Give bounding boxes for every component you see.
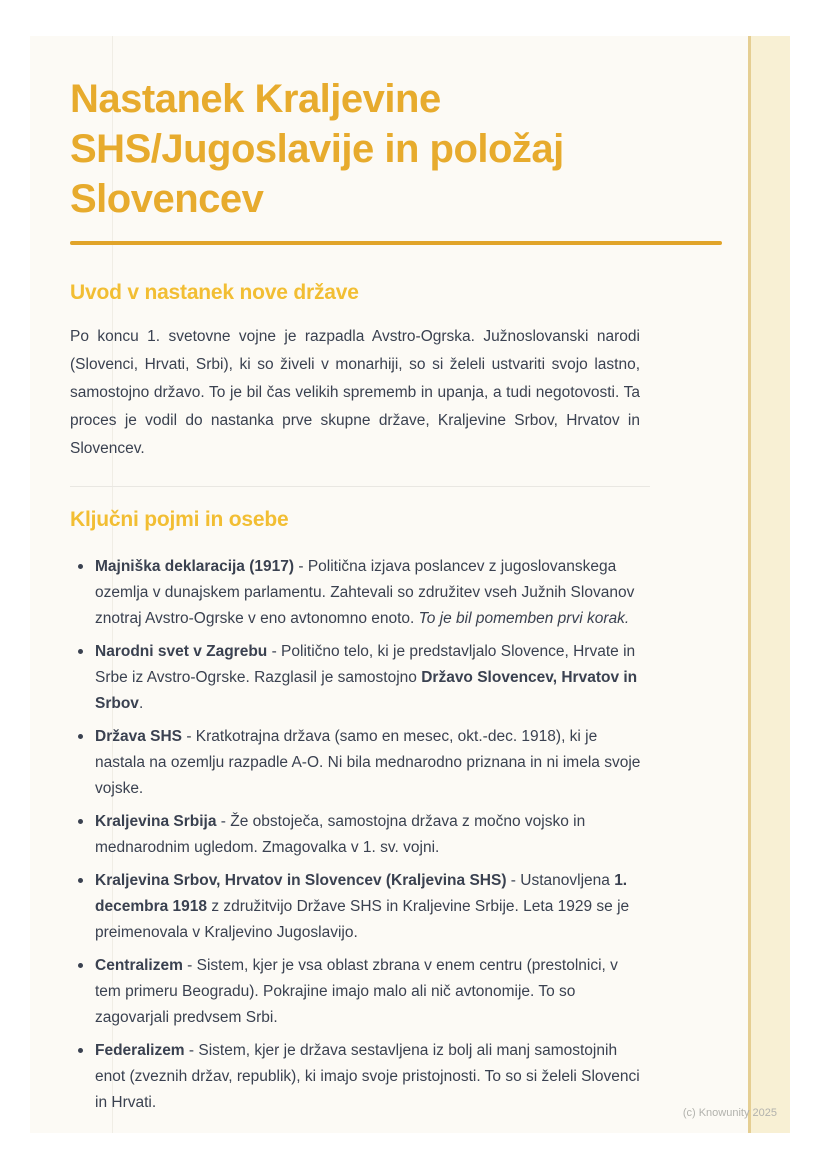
list-item: Kraljevina Srbov, Hrvatov in Slovencev (Kraljevina SHS) - Ustanovljena 1. decembra 1918 z združitvijo Države SHS in Kraljevine Srbije. Leta 1929 se je preimenovala v Kraljevino Jugoslavijo. bbox=[70, 868, 645, 946]
key-terms-list bbox=[70, 554, 645, 1116]
list-item: Država SHS - Kratkotrajna država (samo en mesec, okt.-dec. 1918), ki je nastala na ozemlju razpadle A-O. Ni bila mednarodno priznana in ni imela svoje vojske. bbox=[70, 724, 645, 802]
section-heading-intro: Uvod v nastanek nove države bbox=[70, 281, 359, 304]
title-rule bbox=[70, 241, 722, 245]
list-item: Majniška deklaracija (1917) - Politična izjava poslancev z jugoslovanskega ozemlja v dunajskem parlamentu. Zahtevali so združitev vseh Južnih Slovanov znotraj Avstro-Ogrske v eno avtonomno enoto. To je bil pomemben prvi korak. bbox=[70, 554, 645, 632]
cream-edge-strip bbox=[748, 36, 790, 1133]
document-page bbox=[30, 36, 790, 1133]
page-content bbox=[70, 36, 722, 1123]
watermark: (c) Knowunity 2025 bbox=[682, 1107, 777, 1119]
intro-paragraph: Po koncu 1. svetovne vojne je razpadla Avstro-Ogrska. Južnoslovanski narodi (Slovenci, Hrvati, Srbi), ki so živeli v monarhiji, so si želeli ustvariti svojo lastno, samostojno državo. To je bil čas velikih sprememb in upanja, a tudi negotovosti. Ta proces je vodil do nastanka prve skupne države, Kraljevine Srbov, Hrvatov in Slovencev. bbox=[70, 328, 640, 457]
page-title: Nastanek Kraljevine SHS/Jugoslavije in položaj Slovencev bbox=[70, 77, 564, 221]
section-divider bbox=[70, 486, 650, 487]
list-item: Narodni svet v Zagrebu - Politično telo, ki je predstavljalo Slovence, Hrvate in Srbe iz Avstro-Ogrske. Razglasil je samostojno Državo Slovencev, Hrvatov in Srbov. bbox=[70, 639, 645, 717]
list-item: Federalizem - Sistem, kjer je država sestavljena iz bolj ali manj samostojnih enot (zveznih držav, republik), ki imajo svoje pristojnosti. To so si želeli Slovenci in Hrvati. bbox=[70, 1038, 645, 1116]
list-item: Centralizem - Sistem, kjer je vsa oblast zbrana v enem centru (prestolnici, v tem primeru Beogradu). Pokrajine imajo malo ali nič avtonomije. To so zagovarjali predvsem Srbi. bbox=[70, 953, 645, 1031]
section-heading-key-terms: Ključni pojmi in osebe bbox=[70, 508, 289, 531]
list-item: Kraljevina Srbija - Že obstoječa, samostojna država z močno vojsko in mednarodnim ugledom. Zmagovalka v 1. sv. vojni. bbox=[70, 809, 645, 861]
